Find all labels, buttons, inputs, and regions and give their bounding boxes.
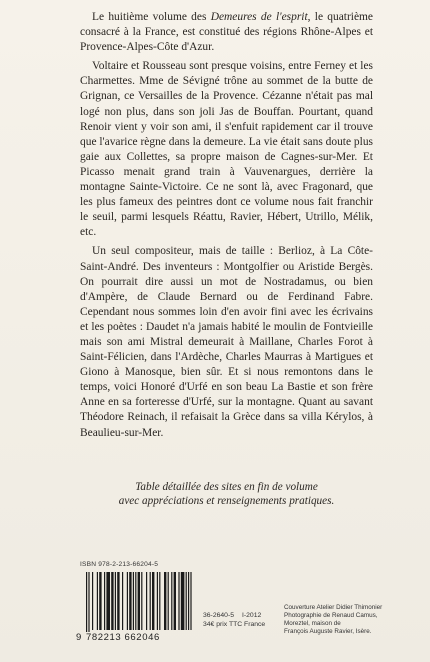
- barcode-bar: [152, 572, 154, 630]
- price-block: [203, 611, 265, 629]
- barcode-bar: [168, 572, 169, 630]
- table-note-line-2: avec appréciations et renseignements pratiques.: [118, 495, 335, 507]
- barcode-bar: [164, 572, 166, 630]
- blurb-paragraph-1: [80, 10, 373, 55]
- price: 34€ prix TTC France: [203, 621, 266, 628]
- barcode-bar: [99, 572, 101, 630]
- barcode-bar: [174, 572, 176, 630]
- barcode-number: 782213 662046: [86, 632, 160, 643]
- barcode-bar: [171, 572, 172, 630]
- barcode-bar: [157, 572, 158, 630]
- barcode-bar: [88, 572, 89, 632]
- code-date-row: [203, 611, 265, 620]
- barcode: [76, 572, 196, 650]
- blurb-text: , le quatrième consacré à la France, est constitué des régions Rhône-Alpes et Provence-Alpes-Côte d'Azur.: [80, 11, 374, 54]
- barcode-bar: [104, 572, 105, 630]
- barcode-bar: [159, 572, 160, 630]
- barcode-bar: [97, 572, 98, 630]
- credit-line: François Auguste Ravier, Isère.: [284, 628, 372, 635]
- blurb-paragraph-3: [80, 244, 373, 440]
- barcode-bar: [127, 572, 128, 630]
- table-note: [80, 480, 373, 508]
- barcode-bar: [92, 572, 93, 630]
- barcode-bar: [122, 572, 123, 630]
- barcode-bars: [76, 572, 196, 632]
- price-row: [203, 620, 265, 629]
- credit-line: Photographie de Renaud Camus,: [284, 612, 378, 619]
- barcode-bar: [115, 572, 116, 630]
- blurb-paragraph-2: [80, 59, 373, 240]
- barcode-bar: [86, 572, 87, 632]
- product-code: 36-2640-5: [203, 612, 234, 619]
- credit-line: Couverture Atelier Didier Thimonier: [284, 604, 383, 611]
- barcode-bar: [181, 572, 185, 630]
- barcode-bar: [150, 572, 151, 630]
- barcode-bar: [106, 572, 110, 630]
- print-date: I-2012: [242, 612, 262, 619]
- barcode-bar: [186, 572, 187, 630]
- blurb-text: Voltaire et Rousseau sont presque voisins, entre Ferney et les Charmettes. Mme de Sévigné trône au sommet de la butte de Grignan, ce Versailles de la Provence. Cézanne n'était pas mal logé non plus, dans son joli Jas de Bouffan. Pourtant, quand Renoir vient y voir son ami, il s'enfuit rapidement car il trouve que l'avarice règne dans la demeure. La vie était sans doute plus gaie aux Collettes, sa propre maison de Cagnes-sur-Mer. Et Picasso menait grand train à Vauvenargues, derrière la montagne Sainte-Victoire. Ce ne sont là, avec Fragonard, que les plus fameux des peintres dont ce volume nous fait franchir le seuil, parmi lesquels Réattu, Ravier, Hébert, Utrillo, Mélik, etc.: [80, 60, 373, 239]
- cover-credits: [284, 604, 394, 636]
- barcode-bar: [146, 572, 147, 630]
- isbn-label: ISBN 978-2-213-66204-5: [80, 561, 159, 568]
- blurb-text: Un seul compositeur, mais de taille : Berlioz, à La Côte-Saint-André. Des inventeurs : Montgolfier ou Aristide Bergès. On pourrait dire aussi un mot de Nostradamus, ou bien d'Ampère, de Claude Bernard ou de Ferdinand Fabre. Cependant nous sommes loin d'en avoir fini avec les écrivains et les poètes : Daudet n'a jamais habité le moulin de Fontvieille mais son ami Mistral demeurait à Maillane, Charles Forot à Saint-Félicien, dans l'Ardèche, Charles Maurras à Martigues et Giono à Manosque, bien sûr. Et si nous remontons dans le temps, voici Honoré d'Urfé en son beau La Bastie et son frère Anne en sa forteresse d'Urfé, sur la montagne. Quant au savant Théodore Reinach, il refaisait la Grèce dans sa villa Kérylos, à Beaulieu-sur-Mer.: [80, 245, 373, 439]
- barcode-bar: [141, 572, 142, 630]
- barcode-bar: [133, 572, 134, 630]
- credit-line: Moreztel, maison de: [284, 620, 341, 627]
- cover-blurb: [80, 10, 373, 445]
- barcode-bar: [178, 572, 179, 630]
- barcode-bar: [111, 572, 113, 630]
- barcode-bar: [190, 572, 191, 630]
- table-note-line-1: Table détaillée des sites en fin de volume: [135, 481, 318, 493]
- barcode-lead-digit: 9: [76, 632, 82, 643]
- barcode-bar: [135, 572, 136, 630]
- blurb-text: Le huitième volume des: [92, 11, 211, 23]
- barcode-bar: [138, 572, 140, 630]
- series-title: Demeures de l'esprit: [210, 11, 308, 23]
- barcode-bar: [117, 572, 119, 630]
- barcode-bar: [188, 572, 189, 630]
- barcode-bar: [129, 572, 131, 630]
